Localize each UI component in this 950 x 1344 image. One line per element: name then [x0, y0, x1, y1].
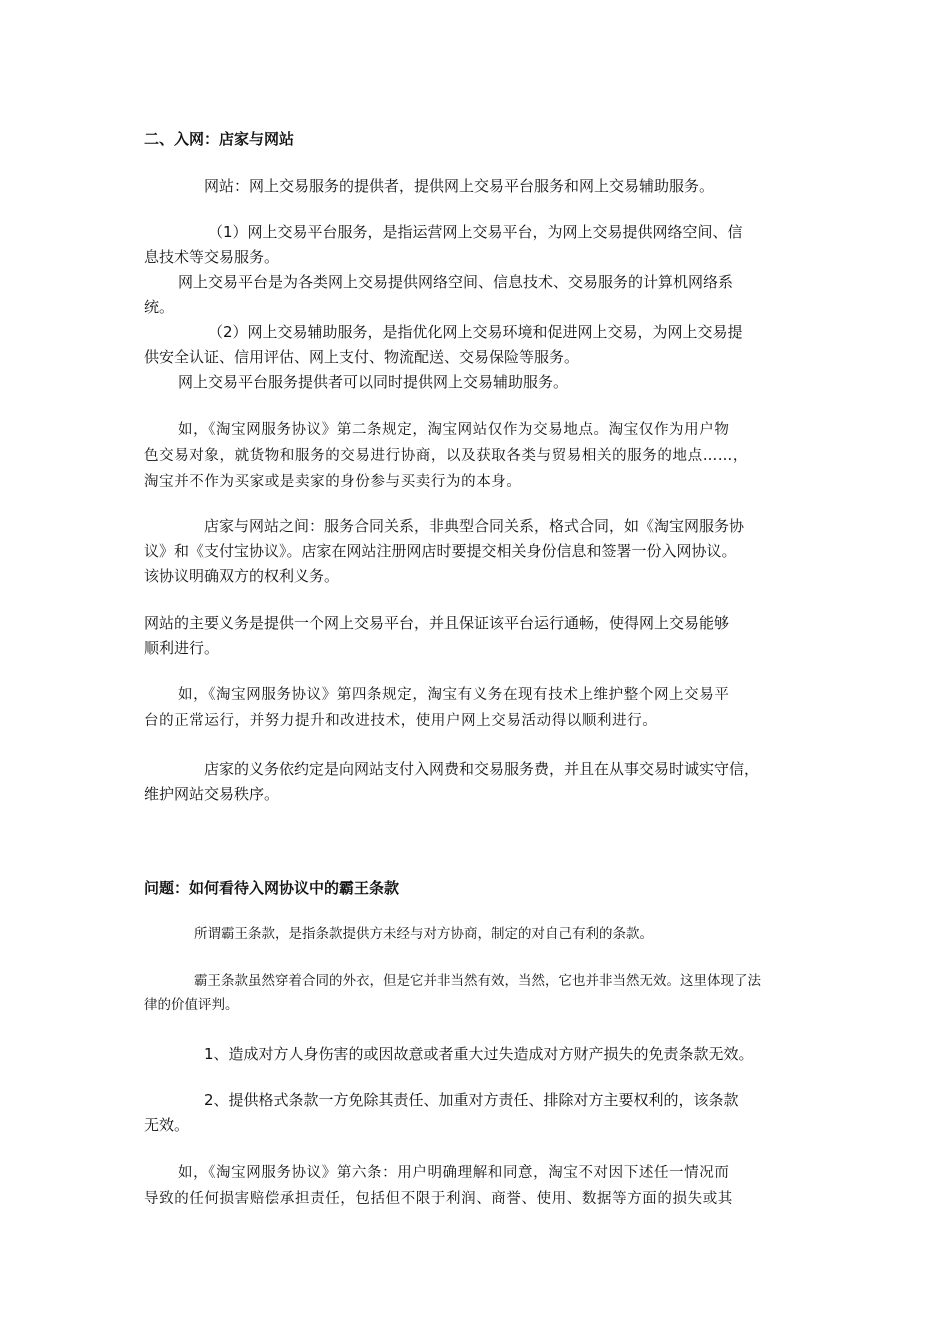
- text-line: 供安全认证、信用评估、网上支付、物流配送、交易保险等服务。: [144, 348, 580, 366]
- paragraph-example-1: [144, 417, 804, 495]
- paragraph-platform: [144, 270, 804, 320]
- text-line: 统。: [144, 298, 175, 316]
- paragraph-rule-2: [144, 1088, 804, 1138]
- text-line: 议》和《支付宝协议》。店家在网站注册网店时要提交相关身份信息和签署一份入网协议。: [144, 542, 737, 560]
- section-heading: 二、入网：店家与网站: [144, 130, 295, 148]
- paragraph-store-website-relation: [144, 514, 804, 589]
- text-line: （2）网上交易辅助服务，是指优化网上交易环境和促进网上交易，为网上交易提: [208, 323, 743, 341]
- text-line: 网站：网上交易服务的提供者，提供网上交易平台服务和网上交易辅助服务。: [204, 177, 715, 195]
- paragraph-website-definition: [144, 174, 804, 199]
- paragraph-overlord-clause-nature: [144, 969, 804, 1017]
- paragraph-rule-1: [144, 1042, 804, 1067]
- paragraph-website-duty: [144, 611, 804, 661]
- paragraph-overlord-clause-definition: [144, 922, 804, 946]
- text-line: 网上交易平台是为各类网上交易提供网络空间、信息技术、交易服务的计算机网络系: [178, 273, 734, 291]
- text-line: 导致的任何损害赔偿承担责任，包括但不限于利润、商誉、使用、数据等方面的损失或其: [144, 1191, 733, 1207]
- paragraph-example-2: [144, 682, 804, 734]
- text-line: 色交易对象，就货物和服务的交易进行协商，以及获取各类与贸易相关的服务的地点……，: [144, 448, 748, 464]
- paragraph-store-duty: [144, 757, 804, 807]
- text-line: 如，《淘宝网服务协议》第二条规定，淘宝网站仅作为交易地点。淘宝仅作为用户物: [178, 422, 730, 438]
- text-line: 律的价值评判。: [144, 997, 239, 1013]
- text-line: 维护网站交易秩序。: [144, 785, 280, 803]
- text-line: 息技术等交易服务。: [144, 248, 280, 266]
- text-line: 店家的义务依约定是向网站支付入网费和交易服务费，并且在从事交易时诚实守信，: [204, 760, 760, 778]
- text-line: 网上交易平台服务提供者可以同时提供网上交易辅助服务。: [178, 373, 569, 391]
- paragraph-item-2: [144, 320, 804, 370]
- text-line: 台的正常运行，并努力提升和改进技术，使用户网上交易活动得以顺利进行。: [144, 713, 658, 729]
- text-line: 该协议明确双方的权利义务。: [144, 567, 340, 585]
- text-line: 淘宝并不作为买家或是卖家的身份参与买卖行为的本身。: [144, 474, 522, 490]
- question-heading: 问题：如何看待入网协议中的霸王条款: [144, 879, 400, 897]
- paragraph-provider-note: [144, 370, 804, 395]
- text-line: （1）网上交易平台服务，是指运营网上交易平台，为网上交易提供网络空间、信: [208, 223, 743, 241]
- paragraph-item-1: [144, 220, 804, 270]
- text-line: 1、造成对方人身伤害的或因故意或者重大过失造成对方财产损失的免责条款无效。: [204, 1045, 754, 1063]
- text-line: 霸王条款虽然穿着合同的外衣，但是它并非当然有效，当然，它也并非当然无效。这里体现了法: [194, 973, 761, 989]
- text-line: 如，《淘宝网服务协议》第四条规定，淘宝有义务在现有技术上维护整个网上交易平: [178, 687, 730, 703]
- text-line: 无效。: [144, 1116, 190, 1134]
- text-line: 顺利进行。: [144, 639, 220, 657]
- text-line: 2、提供格式条款一方免除其责任、加重对方责任、排除对方主要权利的，该条款: [204, 1091, 739, 1109]
- text-line: 所谓霸王条款，是指条款提供方未经与对方协商，制定的对自己有利的条款。: [194, 926, 653, 942]
- text-line: 如，《淘宝网服务协议》第六条：用户明确理解和同意，淘宝不对因下述任一情况而: [178, 1165, 730, 1181]
- text-line: 网站的主要义务是提供一个网上交易平台，并且保证该平台运行通畅，使得网上交易能够: [144, 614, 730, 632]
- text-line: 店家与网站之间：服务合同关系，非典型合同关系，格式合同，如《淘宝网服务协: [204, 517, 745, 535]
- paragraph-example-3: [144, 1160, 804, 1212]
